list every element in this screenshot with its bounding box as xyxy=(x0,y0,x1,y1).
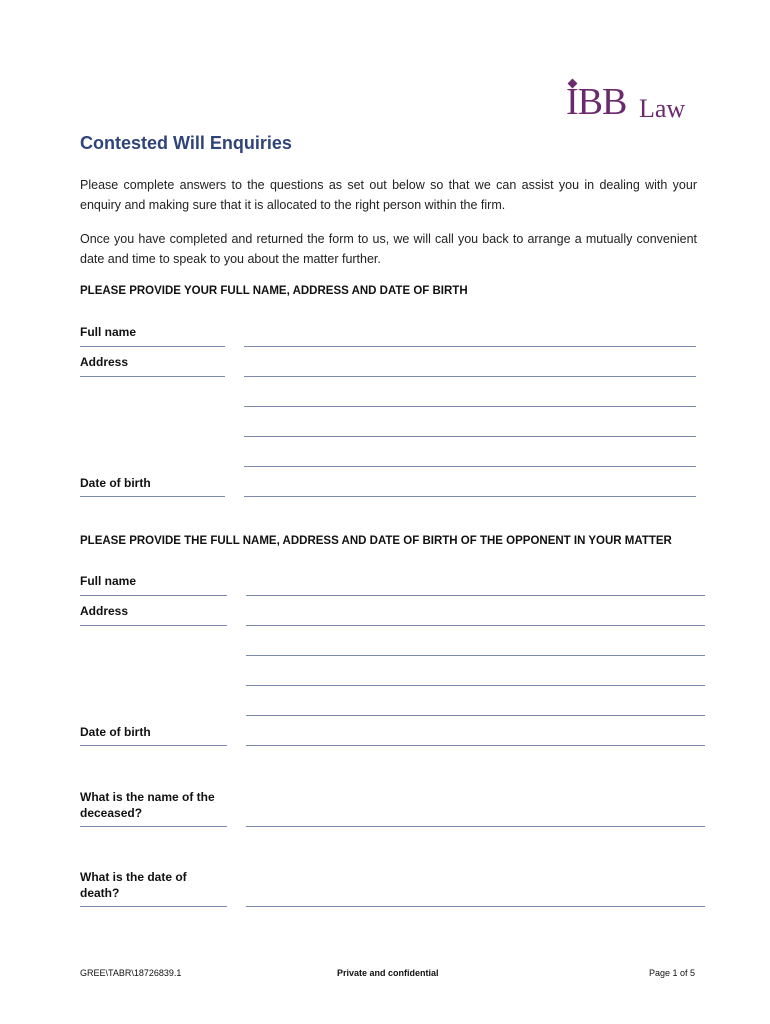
applicant-address-field-line-4[interactable] xyxy=(244,466,696,467)
opponent-full-name-label-rule xyxy=(80,595,227,596)
applicant-full-name-label-rule xyxy=(80,346,225,347)
opponent-address-field-line-3[interactable] xyxy=(246,685,705,686)
section-1-heading: PLEASE PROVIDE YOUR FULL NAME, ADDRESS AND DATE OF BIRTH xyxy=(80,285,468,297)
applicant-address-label: Address xyxy=(80,355,129,369)
opponent-dob-label-rule xyxy=(80,745,227,746)
opponent-full-name-field[interactable] xyxy=(246,595,705,596)
footer-reference: GREE\TABR\18726839.1 xyxy=(80,968,182,978)
date-of-death-label-rule xyxy=(80,906,227,907)
opponent-address-field-line-4[interactable] xyxy=(246,715,705,716)
page-title: Contested Will Enquiries xyxy=(80,133,292,153)
section-2-heading: PLEASE PROVIDE THE FULL NAME, ADDRESS AND DATE OF BIRTH OF THE OPPONENT IN YOUR MATTER xyxy=(80,535,672,547)
date-of-death-field[interactable] xyxy=(246,906,705,907)
logo-mark: IBB xyxy=(566,81,627,123)
intro-paragraph-1: Please complete answers to the questions as set out below so that we can assist you in dealing with your enquiry and making sure that it is allocated to the right person within the firm. xyxy=(80,178,697,212)
opponent-dob-field[interactable] xyxy=(246,745,705,746)
applicant-full-name-field[interactable] xyxy=(244,346,696,347)
opponent-address-field-line-2[interactable] xyxy=(246,655,705,656)
ibb-law-logo xyxy=(566,78,706,124)
opponent-full-name-label: Full name xyxy=(80,574,137,588)
footer-page-number: Page 1 of 5 xyxy=(649,968,696,978)
applicant-address-field-line-2[interactable] xyxy=(244,406,696,407)
opponent-dob-label: Date of birth xyxy=(80,725,151,739)
applicant-address-label-rule xyxy=(80,376,225,377)
applicant-dob-field[interactable] xyxy=(244,496,696,497)
date-of-death-label: What is the date of death? xyxy=(80,870,187,900)
opponent-address-label-rule xyxy=(80,625,227,626)
applicant-full-name-label: Full name xyxy=(80,325,137,339)
logo-suffix: Law xyxy=(639,94,686,123)
deceased-name-label-rule xyxy=(80,826,227,827)
opponent-address-label: Address xyxy=(80,604,129,618)
deceased-name-field[interactable] xyxy=(246,826,705,827)
applicant-address-field-line-1[interactable] xyxy=(244,376,696,377)
applicant-dob-label-rule xyxy=(80,496,225,497)
intro-paragraph-2: Once you have completed and returned the form to us, we will call you back to arrange a mutually convenient date and time to speak to you about the matter further. xyxy=(80,232,697,266)
opponent-address-field-line-1[interactable] xyxy=(246,625,705,626)
applicant-dob-label: Date of birth xyxy=(80,476,151,490)
deceased-name-label: What is the name of the deceased? xyxy=(80,790,215,820)
applicant-address-field-line-3[interactable] xyxy=(244,436,696,437)
footer-confidential: Private and confidential xyxy=(337,968,439,978)
